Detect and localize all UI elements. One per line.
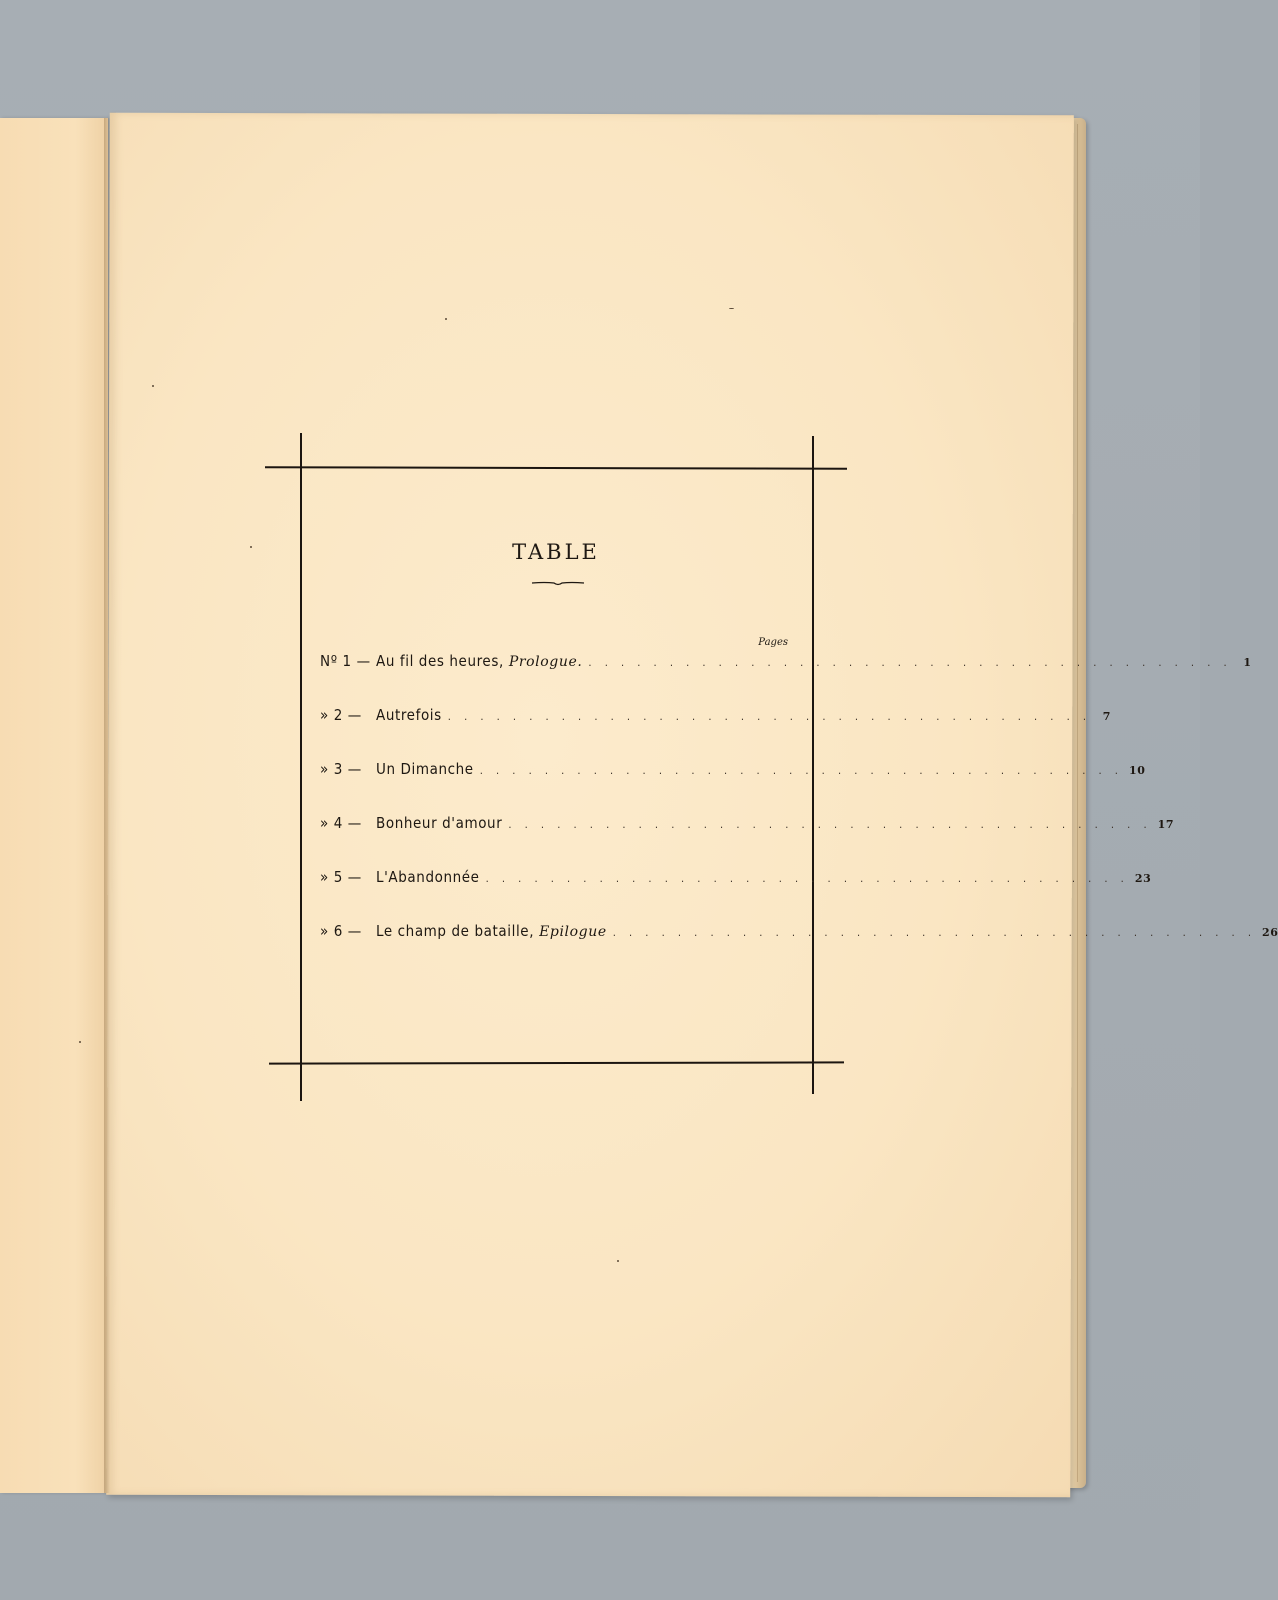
- entry-title: Un Dimanche: [376, 760, 474, 778]
- entry-page-number: 10: [1128, 764, 1146, 777]
- entry-title: Autrefois: [376, 706, 442, 724]
- entry-page-number: 17: [1157, 818, 1175, 831]
- paper-speck: [79, 1041, 81, 1043]
- title-flourish-ornament: [532, 579, 584, 587]
- toc-entry: [320, 922, 1278, 944]
- entry-page-number: 7: [1102, 710, 1112, 723]
- entry-title: Le champ de bataille,: [376, 922, 535, 940]
- toc-entry: [320, 814, 1175, 836]
- dot-leader: . . . . . . . . . . . . . . . . . . . . . . . . . . . . . . . . . . . . . . . .: [588, 656, 1232, 669]
- paper-speck: [152, 385, 154, 387]
- toc-title: TABLE: [512, 540, 600, 564]
- entry-subtitle: Prologue.: [508, 654, 583, 670]
- dot-leader: . . . . . . . . . . . . . . . . . . . . . . . . . . . . . . . . . . . . . . . .: [612, 926, 1256, 939]
- entry-number: » 2 —: [320, 706, 362, 724]
- entry-page-number: 1: [1243, 656, 1252, 669]
- pages-column-label: Pages: [758, 637, 788, 648]
- entry-title: L'Abandonnée: [376, 868, 480, 886]
- dot-leader: . . . . . . . . . . . . . . . . . . . . . . . . . . . . . . . . . . . . . . . .: [447, 710, 1092, 723]
- entry-title: Au fil des heures,: [376, 652, 504, 670]
- paper-speck: [617, 1260, 619, 1262]
- entry-number: » 6 —: [320, 922, 362, 940]
- entry-subtitle: Epilogue: [539, 924, 607, 940]
- entry-page-number: 26: [1261, 926, 1278, 939]
- toc-entry: [320, 706, 1112, 728]
- paper-speck: [250, 546, 252, 548]
- paper-speck: [729, 308, 734, 309]
- dot-leader: . . . . . . . . . . . . . . . . . . . . . . . . . . . . . . . . . . . . . . . .: [485, 872, 1129, 885]
- table-of-contents: [300, 470, 1278, 1030]
- entry-number: » 4 —: [320, 814, 362, 832]
- entry-page-number: 23: [1134, 872, 1152, 885]
- entry-number: Nº 1 —: [320, 652, 371, 670]
- toc-entry: [320, 868, 1152, 890]
- entry-number: » 3 —: [320, 760, 362, 778]
- paper-speck: [445, 318, 447, 320]
- entry-title: Bonheur d'amour: [376, 814, 503, 832]
- book-gutter: [104, 118, 110, 1493]
- toc-entry: [320, 760, 1146, 782]
- toc-entry: [320, 652, 1252, 674]
- entry-number: » 5 —: [320, 868, 362, 886]
- dot-leader: . . . . . . . . . . . . . . . . . . . . . . . . . . . . . . . . . . . . . . . .: [479, 764, 1123, 777]
- left-page: [0, 118, 108, 1493]
- dot-leader: . . . . . . . . . . . . . . . . . . . . . . . . . . . . . . . . . . . . . . . .: [508, 818, 1152, 831]
